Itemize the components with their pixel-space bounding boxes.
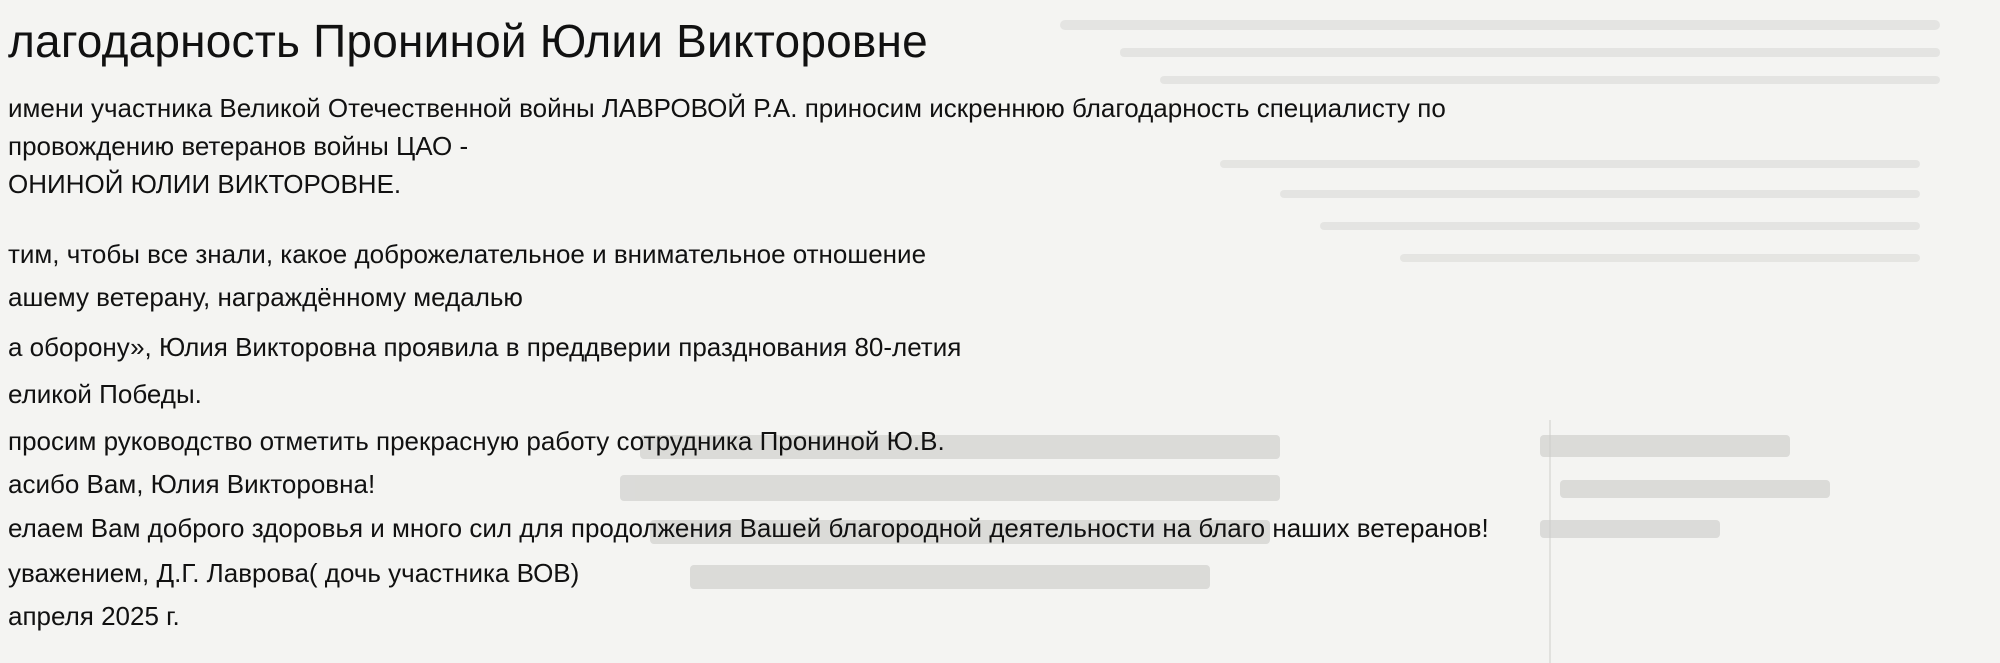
document-line: елаем Вам доброго здоровья и много сил для продолжения Вашей благородной деятельности на благо наших ветеранов! [8, 513, 1489, 543]
document-line: тим, чтобы все знали, какое доброжелательное и внимательное отношение [8, 239, 927, 269]
document-title: лагодарность Прониной Юлии Викторовне [8, 15, 928, 67]
document-line: уважением, Д.Г. Лаврова( дочь участника ВОВ) [8, 558, 580, 588]
document-line: провождению ветеранов войны ЦАО - [8, 131, 469, 161]
document-line: асибо Вам, Юлия Викторовна! [8, 469, 376, 499]
document-line: ОНИНОЙ ЮЛИИ ВИКТОРОВНЕ. [8, 169, 402, 199]
document-line: имени участника Великой Отечественной войны ЛАВРОВОЙ Р.А. приносим искреннюю благодарность специалисту по [8, 93, 1446, 123]
document-line: еликой Победы. [8, 379, 202, 409]
document-line: ашему ветерану, награждённому медалью [8, 282, 523, 312]
document-line: апреля 2025 г. [8, 601, 180, 631]
document-line: а оборону», Юлия Викторовна проявила в преддверии празднования 80-летия [8, 332, 962, 362]
document-line: просим руководство отметить прекрасную работу сотрудника Прониной Ю.В. [8, 426, 945, 456]
